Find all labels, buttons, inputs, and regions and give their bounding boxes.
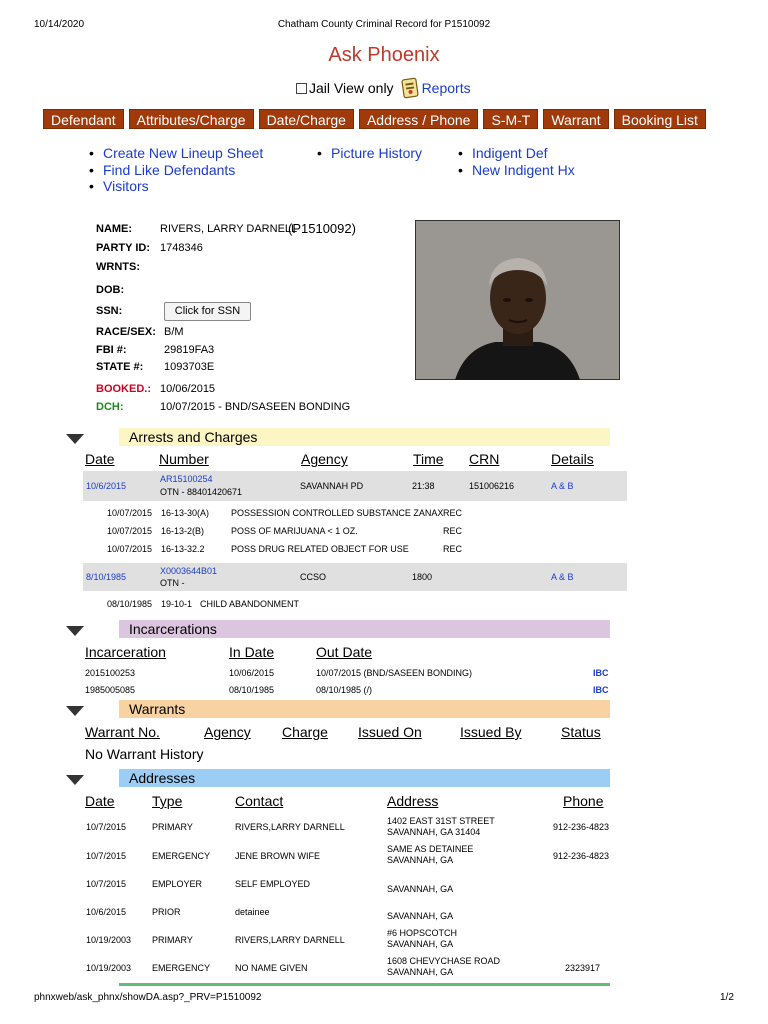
- address-line2: SAVANNAH, GA: [387, 911, 454, 921]
- charge-desc: CHILD ABANDONMENT: [200, 599, 300, 609]
- race-sex-value: B/M: [164, 326, 184, 338]
- fbi-label: FBI #:: [96, 344, 127, 356]
- address-line2: SAVANNAH, GA: [387, 884, 454, 894]
- charge-disp: REC: [443, 508, 463, 518]
- tab-date-charge[interactable]: Date/Charge: [259, 109, 354, 129]
- arrest-date-link[interactable]: 10/6/2015: [86, 481, 127, 491]
- arrest-details-link[interactable]: A & B: [551, 572, 574, 582]
- incarceration-out: 10/07/2015 (BND/SASEEN BONDING): [316, 668, 473, 678]
- footer-page: 1/2: [720, 992, 734, 1003]
- collapse-addresses-icon[interactable]: [66, 775, 84, 785]
- incarceration-id: 2015100253: [85, 668, 136, 678]
- defendant-id: (P1510092): [288, 221, 356, 236]
- address-contact: JENE BROWN WIFE: [235, 851, 320, 861]
- addresses-section-header: Addresses: [119, 769, 610, 787]
- incarcerations-col-id[interactable]: Incarceration: [85, 644, 166, 660]
- charge-code: 19-10-1: [161, 599, 193, 609]
- arrest-otn: OTN -: [160, 578, 185, 588]
- warrants-col-number[interactable]: Warrant No.: [85, 724, 160, 740]
- picture-history-link[interactable]: • Picture History: [331, 145, 422, 161]
- new-indigent-hx-link[interactable]: • New Indigent Hx: [472, 162, 575, 178]
- collapse-warrants-icon[interactable]: [66, 706, 84, 716]
- incarcerations-section-header: Incarcerations: [119, 620, 610, 638]
- no-warrant-history: No Warrant History: [85, 746, 204, 762]
- section-divider: [119, 983, 610, 986]
- print-title: Chatham County Criminal Record for P1510092: [277, 19, 491, 30]
- charge-code: 16-13-32.2: [161, 544, 205, 554]
- charge-disp: REC: [443, 544, 463, 554]
- arrest-details-link[interactable]: A & B: [551, 481, 574, 491]
- charge-date: 10/07/2015: [107, 508, 153, 518]
- address-date: 10/7/2015: [86, 851, 127, 861]
- address-date: 10/19/2003: [86, 935, 132, 945]
- arrests-col-date[interactable]: Date: [85, 451, 115, 467]
- find-like-defendants-link[interactable]: • Find Like Defendants: [103, 162, 235, 178]
- arrest-number-link[interactable]: AR15100254: [160, 474, 213, 484]
- arrest-number-link[interactable]: X0003644B01: [160, 566, 218, 576]
- jail-view-checkbox[interactable]: [296, 83, 307, 94]
- address-type: PRIMARY: [152, 935, 193, 945]
- booked-label: BOOKED.:: [96, 383, 151, 395]
- address-line1: #6 HOPSCOTCH: [387, 928, 458, 938]
- address-line1: SAME AS DETAINEE: [387, 844, 474, 854]
- reports-icon[interactable]: [400, 77, 420, 99]
- create-lineup-link[interactable]: • Create New Lineup Sheet: [103, 145, 263, 161]
- nav-tabs: [43, 109, 706, 129]
- address-line2: SAVANNAH, GA 31404: [387, 827, 481, 837]
- ssn-label: SSN:: [96, 305, 123, 317]
- incarceration-ibc-link[interactable]: IBC: [593, 668, 609, 678]
- arrest-agency: CCSO: [300, 572, 327, 582]
- arrest-time: 1800: [412, 572, 433, 582]
- address-type: PRIOR: [152, 907, 181, 917]
- arrests-section-header: Arrests and Charges: [119, 428, 610, 446]
- incarcerations-col-out[interactable]: Out Date: [316, 644, 373, 660]
- tab-booking-list[interactable]: Booking List: [614, 109, 706, 129]
- print-date: 10/14/2020: [34, 19, 85, 30]
- tab-warrant[interactable]: Warrant: [543, 109, 608, 129]
- charge-disp: REC: [443, 526, 463, 536]
- charge-date: 08/10/1985: [107, 599, 153, 609]
- footer-url: phnxweb/ask_phnx/showDA.asp?_PRV=P1510092: [34, 992, 262, 1003]
- incarceration-out: 08/10/1985 (/): [316, 685, 373, 695]
- incarceration-id: 1985005085: [85, 685, 136, 695]
- name-label: NAME:: [96, 223, 133, 235]
- warrants-col-agency[interactable]: Agency: [204, 724, 251, 740]
- charge-date: 10/07/2015: [107, 526, 153, 536]
- incarceration-in: 08/10/1985: [229, 685, 275, 695]
- arrest-crn: 151006216: [469, 481, 515, 491]
- address-type: EMERGENCY: [152, 851, 211, 861]
- address-type: EMPLOYER: [152, 879, 203, 889]
- addresses-col-type[interactable]: Type: [152, 793, 183, 809]
- incarceration-in: 10/06/2015: [229, 668, 275, 678]
- mugshot-photo: [415, 220, 620, 380]
- addresses-col-phone[interactable]: Phone: [563, 793, 604, 809]
- tab-defendant[interactable]: Defendant: [43, 109, 124, 129]
- arrests-col-agency[interactable]: Agency: [301, 451, 348, 467]
- race-sex-label: RACE/SEX:: [96, 326, 156, 338]
- address-date: 10/6/2015: [86, 907, 127, 917]
- arrest-date-link[interactable]: 8/10/1985: [86, 572, 127, 582]
- address-contact: RIVERS,LARRY DARNELL: [235, 822, 345, 832]
- charge-desc: POSS OF MARIJUANA < 1 OZ.: [231, 526, 358, 536]
- dch-label: DCH:: [96, 401, 124, 413]
- address-date: 10/7/2015: [86, 879, 127, 889]
- warrants-label: WRNTS:: [96, 261, 140, 273]
- arrest-agency: SAVANNAH PD: [300, 481, 364, 491]
- charge-desc: POSS DRUG RELATED OBJECT FOR USE: [231, 544, 409, 554]
- warrants-col-issued-on[interactable]: Issued On: [358, 724, 422, 740]
- address-contact: NO NAME GIVEN: [235, 963, 308, 973]
- indigent-def-link[interactable]: • Indigent Def: [472, 145, 548, 161]
- app-title: Ask Phoenix: [328, 44, 440, 66]
- address-type: EMERGENCY: [152, 963, 211, 973]
- arrest-otn: OTN - 88401420671: [160, 487, 243, 497]
- jail-view-label: Jail View only: [309, 80, 394, 96]
- dch-value: 10/07/2015 - BND/SASEEN BONDING: [160, 401, 351, 413]
- party-id-label: PARTY ID:: [96, 242, 150, 254]
- party-id-value: 1748346: [160, 242, 203, 254]
- jail-view-row: [296, 77, 471, 99]
- warrants-section-header: Warrants: [119, 700, 610, 718]
- fbi-value: 29819FA3: [164, 344, 215, 356]
- address-contact: RIVERS,LARRY DARNELL: [235, 935, 345, 945]
- arrests-col-time[interactable]: Time: [413, 451, 444, 467]
- warrants-col-issued-by[interactable]: Issued By: [460, 724, 522, 740]
- incarceration-ibc-link[interactable]: IBC: [593, 685, 609, 695]
- warrants-col-status[interactable]: Status: [561, 724, 601, 740]
- arrests-col-number[interactable]: Number: [159, 451, 209, 467]
- addresses-col-address[interactable]: Address: [387, 793, 439, 809]
- arrests-col-crn[interactable]: CRN: [469, 451, 500, 467]
- address-line2: SAVANNAH, GA: [387, 855, 454, 865]
- address-phone: 2323917: [565, 963, 601, 973]
- address-contact: detainee: [235, 907, 270, 917]
- address-contact: SELF EMPLOYED: [235, 879, 311, 889]
- charge-code: 16-13-2(B): [161, 526, 205, 536]
- charge-date: 10/07/2015: [107, 544, 153, 554]
- address-line2: SAVANNAH, GA: [387, 939, 454, 949]
- collapse-incarcerations-icon[interactable]: [66, 626, 84, 636]
- tab-address-phone[interactable]: Address / Phone: [359, 109, 479, 129]
- address-line2: SAVANNAH, GA: [387, 967, 454, 977]
- booked-value: 10/06/2015: [160, 383, 216, 395]
- address-date: 10/7/2015: [86, 822, 127, 832]
- click-for-ssn-button[interactable]: Click for SSN: [164, 302, 251, 321]
- address-date: 10/19/2003: [86, 963, 132, 973]
- address-phone: 912-236-4823: [553, 851, 610, 861]
- incarcerations-col-in[interactable]: In Date: [229, 644, 275, 660]
- address-line1: 1402 EAST 31ST STREET: [387, 816, 495, 826]
- charge-code: 16-13-30(A): [161, 508, 210, 518]
- reports-link[interactable]: Reports: [421, 80, 471, 96]
- address-line1: 1608 CHEVYCHASE ROAD: [387, 956, 501, 966]
- charge-desc: POSSESSION CONTROLLED SUBSTANCE ZANAX: [231, 508, 444, 518]
- tab-attributes-charge[interactable]: Attributes/Charge: [129, 109, 254, 129]
- visitors-link[interactable]: • Visitors: [103, 178, 149, 194]
- defendant-name: RIVERS, LARRY DARNELL: [160, 223, 298, 235]
- arrest-time: 21:38: [412, 481, 435, 491]
- addresses-col-date[interactable]: Date: [85, 793, 115, 809]
- state-value: 1093703E: [164, 361, 215, 373]
- dob-label: DOB:: [96, 284, 125, 296]
- warrants-col-charge[interactable]: Charge: [282, 724, 328, 740]
- address-phone: 912-236-4823: [553, 822, 610, 832]
- addresses-col-contact[interactable]: Contact: [235, 793, 284, 809]
- state-label: STATE #:: [96, 361, 144, 373]
- tab-smt[interactable]: S-M-T: [483, 109, 538, 129]
- address-type: PRIMARY: [152, 822, 193, 832]
- arrests-col-details[interactable]: Details: [551, 451, 594, 467]
- collapse-arrests-icon[interactable]: [66, 434, 84, 444]
